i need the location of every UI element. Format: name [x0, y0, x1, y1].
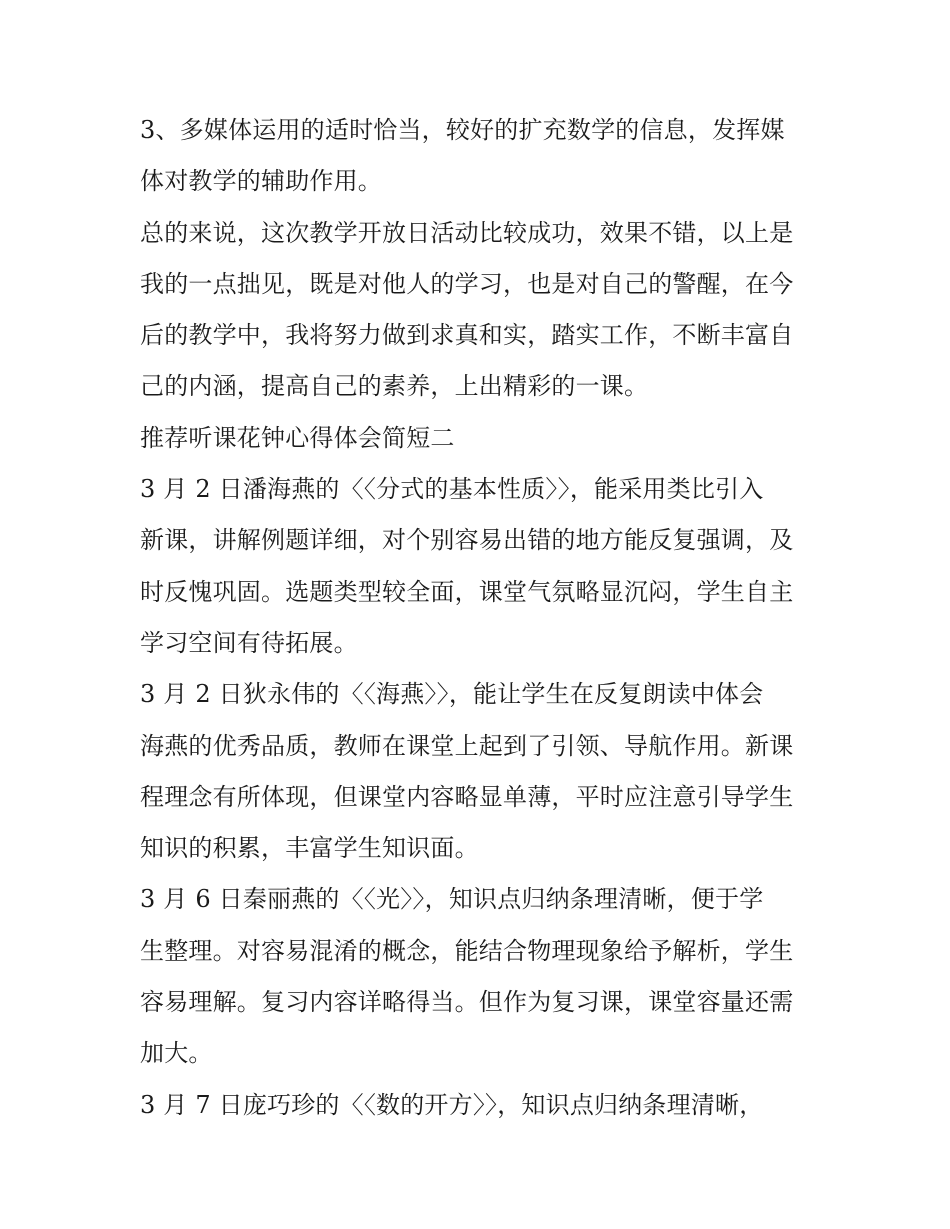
- text-line: 生整理。对容易混淆的概念，能结合物理现象给予解析，学生: [140, 936, 794, 965]
- text-line: 海燕的优秀品质，教师在课堂上起到了引领、导航作用。新课: [140, 731, 794, 760]
- text-line: 体对教学的辅助作用。: [140, 167, 382, 196]
- text-line: 学习空间有待拓展。: [140, 628, 358, 657]
- text-line: 总的来说，这次教学开放日活动比较成功，效果不错，以上是: [140, 218, 794, 247]
- document-body: [140, 105, 820, 1131]
- text-line: 新课，讲解例题详细，对个别容易出错的地方能反复强调，及: [140, 526, 794, 555]
- text-line: 知识的积累，丰富学生知识面。: [140, 834, 479, 863]
- text-line: 我的一点拙见，既是对他人的学习，也是对自己的警醒，在今: [140, 269, 794, 298]
- text-line: 3、多媒体运用的适时恰当，较好的扩充数学的信息，发挥媒: [140, 116, 785, 144]
- text-line: 3 月 2 日潘海燕的〈〈分式的基本性质〉〉，能采用类比引入: [140, 475, 764, 504]
- text-line: 己的内涵，提高自己的素养，上出精彩的一课。: [140, 372, 649, 401]
- text-line: 后的教学中，我将努力做到求真和实，踏实工作，不断丰富自: [140, 321, 794, 350]
- section-heading: 推荐听课花钟心得体会简短二: [140, 423, 455, 452]
- text-line: 加大。: [140, 1039, 213, 1068]
- text-line: 时反愧巩固。选题类型较全面，课堂气氛略显沉闷，学生自主: [140, 577, 794, 606]
- text-line: 3 月 7 日庞巧珍的〈〈数的开方〉〉，知识点归纳条理清晰，: [140, 1090, 764, 1119]
- text-line: 3 月 6 日秦丽燕的〈〈光〉〉，知识点归纳条理清晰，便于学: [140, 885, 764, 914]
- text-line: 容易理解。复习内容详略得当。但作为复习课，课堂容量还需: [140, 988, 794, 1017]
- text-line: 3 月 2 日狄永伟的〈〈海燕〉〉，能让学生在反复朗读中体会: [140, 680, 764, 709]
- text-line: 程理念有所体现，但课堂内容略显单薄，平时应注意引导学生: [140, 782, 794, 811]
